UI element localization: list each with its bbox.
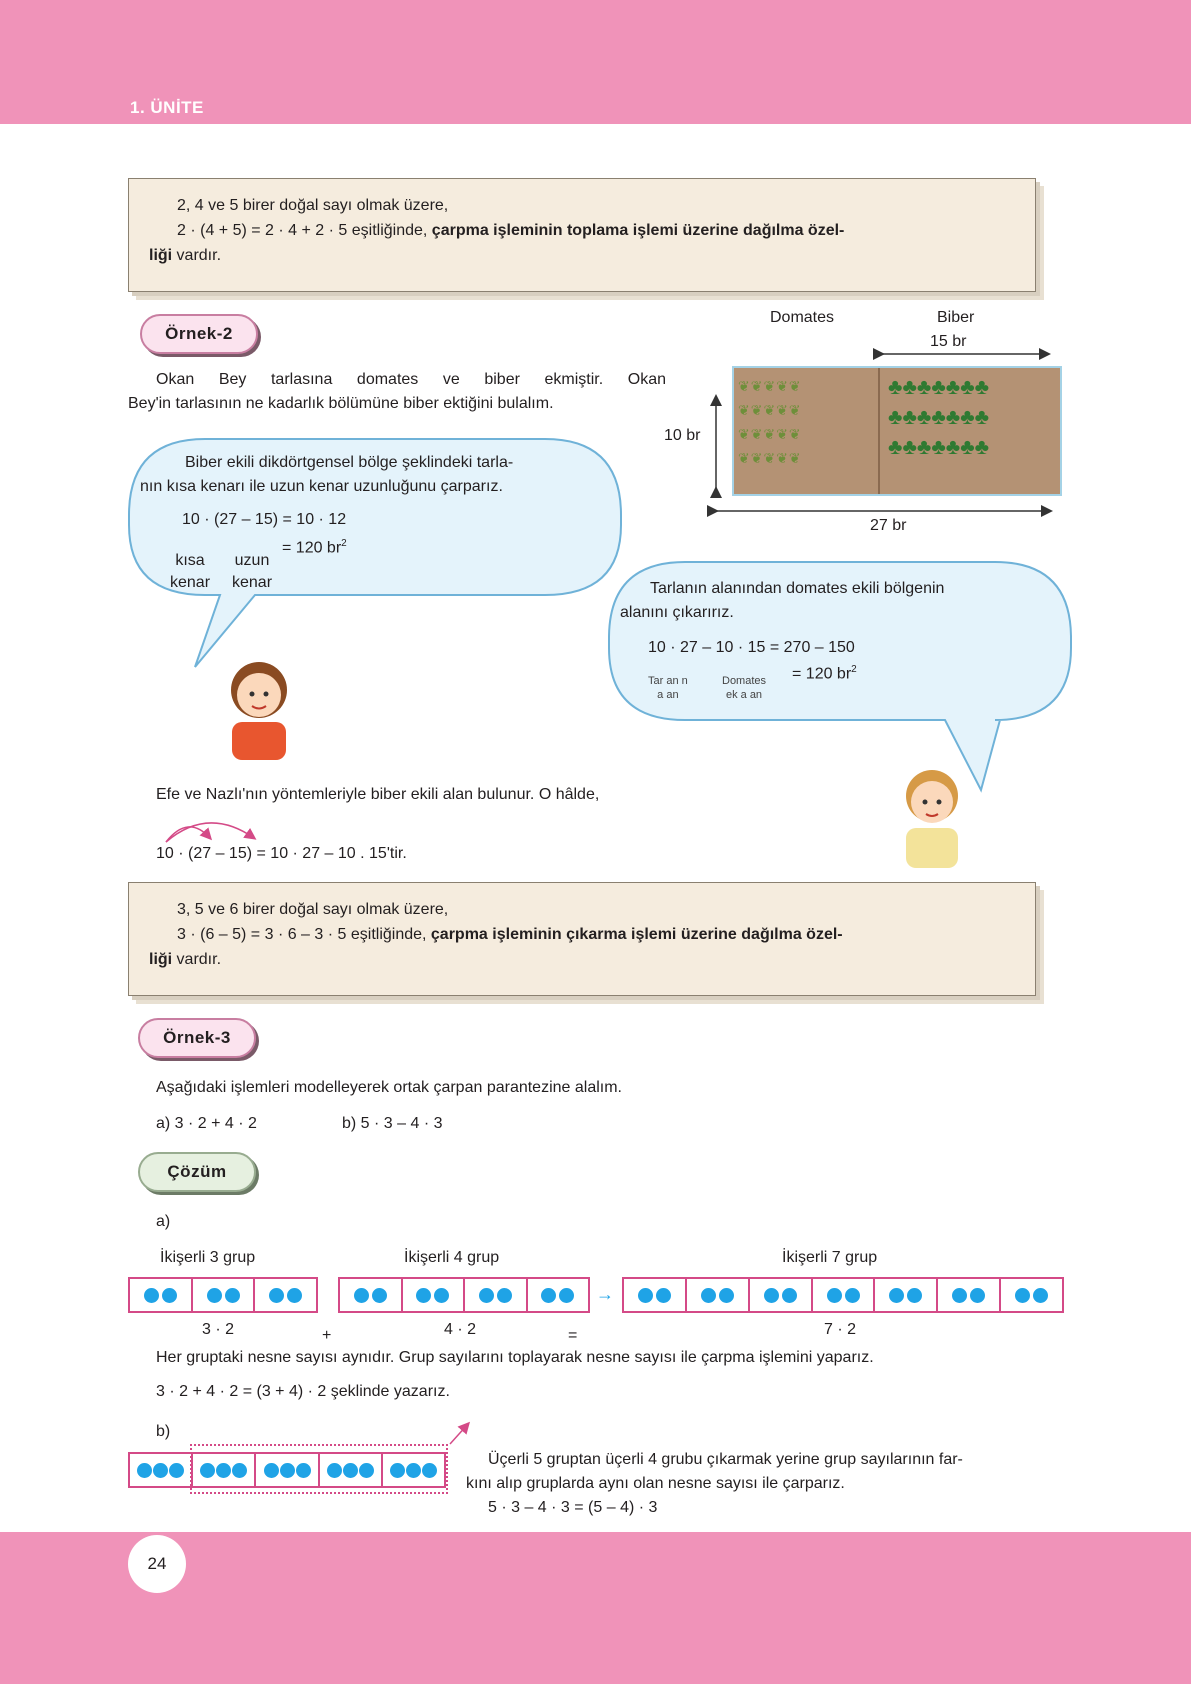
example-3-text: Aşağıdaki işlemleri modelleyerek ortak çarpan parantezine alalım.: [156, 1079, 622, 1096]
solution-part-a: a): [156, 1213, 171, 1230]
solution-label: Çözüm: [138, 1152, 256, 1192]
bubble2-line2: alanını çıkarırız.: [620, 604, 734, 621]
bubble2-eq2: = 120 $br^2$: [792, 664, 857, 683]
group-label-1: İkişerli 3 grup: [160, 1249, 256, 1266]
distribution-arrows: [158, 812, 268, 846]
solution-b-text-1: Üçerli 5 gruptan üçerli 4 grubu çıkarmak yerine grup sayılarının far-: [488, 1451, 963, 1468]
note-line: liği vardır.: [149, 247, 222, 264]
group-label-2: İkişerli 4 grup: [404, 1249, 500, 1266]
unit-title: 1. ÜNİTE: [130, 98, 204, 117]
plus-sign: +: [322, 1327, 332, 1344]
bubble2-line1: Tarlanın alanından domates ekili bölgenin: [650, 580, 945, 597]
pair-cell: [130, 1279, 191, 1311]
example-3-label: Örnek-3: [138, 1018, 256, 1058]
solution-b-text-2: kını alıp gruplarda aynı olan nesne sayısı ile çarparız.: [466, 1475, 845, 1492]
field-image: [732, 366, 1062, 496]
pair-cell: [748, 1279, 811, 1311]
pair-cell: [340, 1279, 401, 1311]
example-3-part-b: b) 5 · 3 – 4 · 3: [342, 1115, 443, 1132]
solution-a-equation: 3 · 2 + 4 · 2 = (3 + 4) · 2 şeklinde yazarız.: [156, 1383, 450, 1400]
field-width-label: 27 br: [870, 517, 907, 534]
bubble1-eq1: 10 · (27 – 15) = 10 · 12: [182, 511, 347, 528]
bubble1-eq2: = 120 $br^2$: [282, 538, 347, 557]
bubble1-label-long: uzun kenar: [232, 552, 273, 591]
pair-cell: [624, 1279, 685, 1311]
girl-avatar: [214, 650, 304, 760]
pair-cell: [936, 1279, 999, 1311]
example-2-text: Okan Bey tarlasına domates ve biber ekmiştir. Okan: [156, 371, 666, 388]
solution-a-text: Her gruptaki nesne sayısı aynıdır. Grup sayılarını toplayarak nesne sayısı ile çarpma işlemini yaparız.: [156, 1349, 874, 1366]
solution-part-b: b): [156, 1423, 171, 1440]
triple-cell: [130, 1454, 191, 1486]
note-line: 2, 4 ve 5 birer doğal sayı olmak üzere,: [177, 197, 449, 214]
pair-cell: [191, 1279, 254, 1311]
page-number: 24: [128, 1535, 186, 1593]
pair-groups-3: [128, 1277, 318, 1313]
group-expr-2: 4 · 2: [444, 1321, 477, 1338]
removed-groups-outline: [190, 1444, 448, 1494]
note-line: liği vardır.: [149, 951, 222, 968]
pair-cell: [463, 1279, 526, 1311]
arrow-right-icon: →: [596, 1284, 614, 1304]
pair-cell: [873, 1279, 936, 1311]
bubble2-label-area: Tar an n a an: [648, 675, 688, 701]
conclusion-text: Efe ve Nazlı'nın yöntemleriyle biber ekili alan bulunur. O hâlde,: [156, 786, 600, 803]
group-expr-1: 3 · 2: [202, 1321, 235, 1338]
note-line: 2 · (4 + 5) = 2 · 4 + 2 · 5 eşitliğinde, çarpma işleminin toplama işlemi üzerine dağılma özel-: [177, 222, 845, 239]
equals-sign: =: [568, 1327, 578, 1344]
distribution-equation: 10 · (27 – 15) = 10 · 27 – 10 . 15'tir.: [156, 845, 407, 862]
group-expr-3: 7 · 2: [824, 1321, 857, 1338]
boy-avatar: [892, 760, 972, 868]
bubble2-label-tomato: Domates ek a an: [722, 675, 767, 701]
example-2-label: Örnek-2: [140, 314, 258, 354]
property-note-addition: [128, 178, 1036, 292]
bubble1-line2: nın kısa kenarı ile uzun kenar uzunluğunu çarparız.: [140, 478, 503, 495]
biber-label: Biber: [937, 309, 975, 326]
pair-groups-4: [338, 1277, 590, 1313]
tomato-plants: ❦❦❦❦❦ ❦❦❦❦❦ ❦❦❦❦❦ ❦❦❦❦❦: [734, 368, 880, 494]
pair-cell: [526, 1279, 589, 1311]
pair-cell: [401, 1279, 464, 1311]
domates-label: Domates: [770, 309, 835, 326]
bubble1-label-short: kısa kenar: [170, 552, 211, 591]
solution-b-equation: 5 · 3 – 4 · 3 = (5 – 4) · 3: [488, 1499, 658, 1516]
pepper-plants: ♣♣♣♣♣♣♣ ♣♣♣♣♣♣♣ ♣♣♣♣♣♣♣: [888, 374, 990, 459]
bubble2-eq1: 10 · 27 – 10 · 15 = 270 – 150: [648, 639, 855, 656]
arrow-up-right-icon: [446, 1418, 476, 1448]
pair-cell: [999, 1279, 1062, 1311]
bubble1-line1: Biber ekili dikdörtgensel bölge şeklindeki tarla-: [185, 454, 514, 471]
field-height-label: 10 br: [664, 427, 701, 444]
group-label-3: İkişerli 7 grup: [782, 1249, 878, 1266]
pair-cell: [253, 1279, 316, 1311]
example-2-text-2: Bey'in tarlasının ne kadarlık bölümüne biber ektiğini bulalım.: [128, 395, 554, 412]
pair-cell: [685, 1279, 748, 1311]
biber-width-label: 15 br: [930, 333, 967, 350]
note-line: 3 · (6 – 5) = 3 · 6 – 3 · 5 eşitliğinde, çarpma işleminin çıkarma işlemi üzerine dağılma özel-: [177, 926, 843, 943]
note-line: 3, 5 ve 6 birer doğal sayı olmak üzere,: [177, 901, 449, 918]
example-3-part-a: a) 3 · 2 + 4 · 2: [156, 1115, 257, 1132]
property-note-subtraction: [128, 882, 1036, 996]
pair-groups-7: [622, 1277, 1064, 1313]
pair-cell: [811, 1279, 874, 1311]
